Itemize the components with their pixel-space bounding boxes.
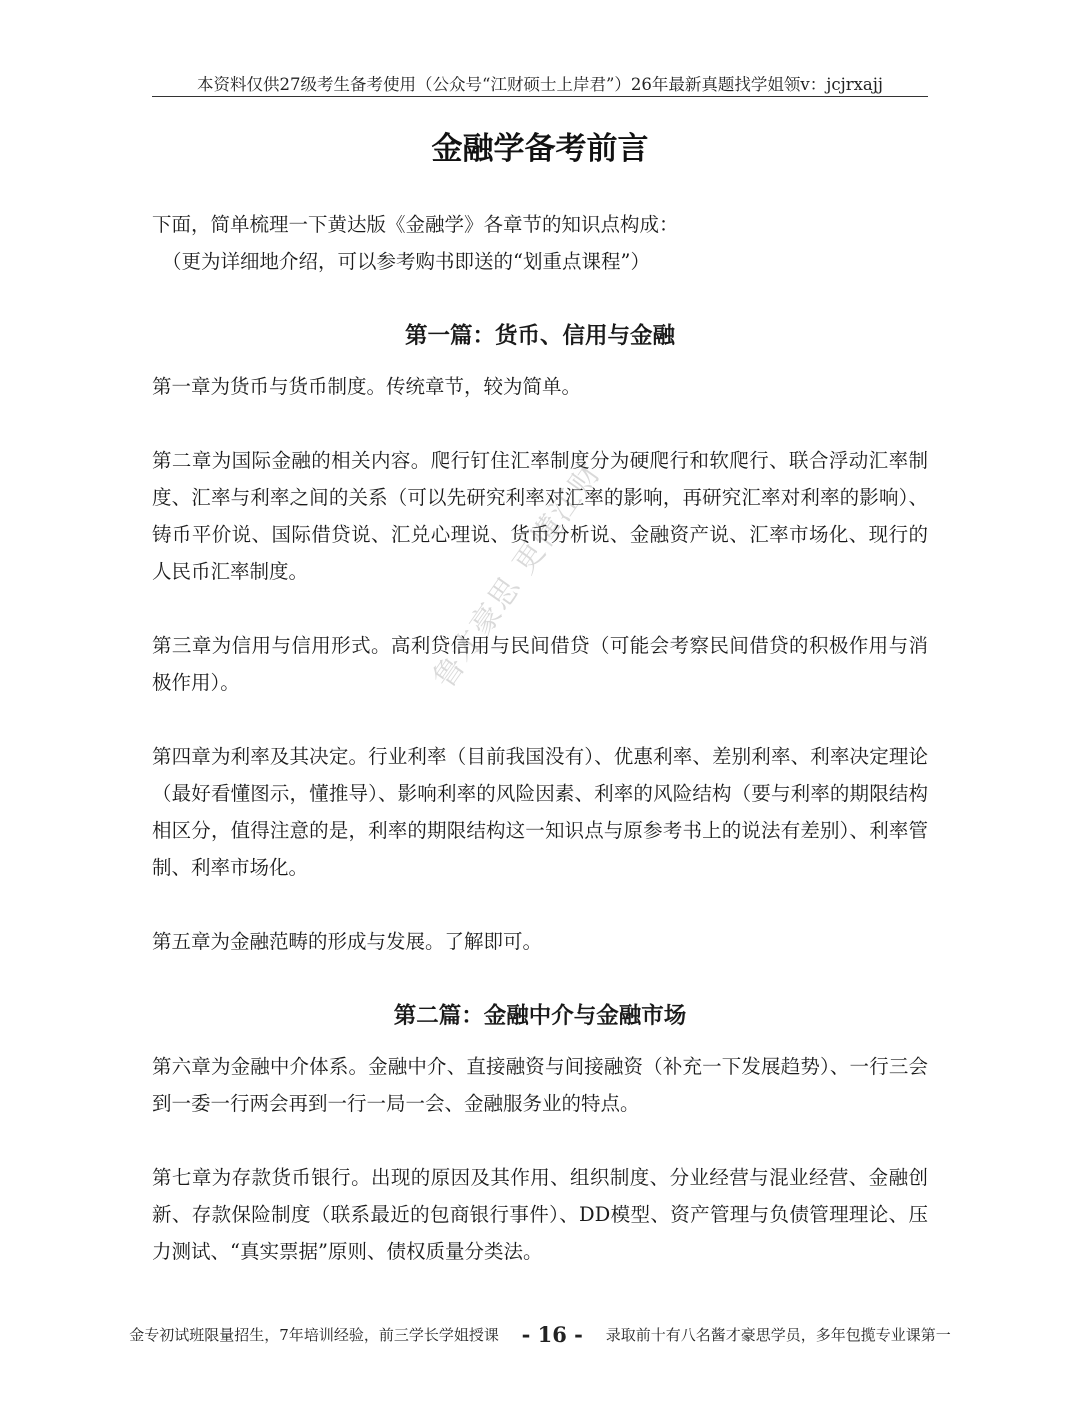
chapter-4-paragraph: 第四章为利率及其决定。行业利率（目前我国没有）、优惠利率、差别利率、利率决定理论（最好看懂图示，懂推导）、影响利率的风险因素、利率的风险结构（要与利率的期限结构相区分，值得注意的是，利率的期限结构这一知识点与原参考书上的说法有差别）、利率管制、利率市场化。 [152,745,928,879]
header-divider [152,96,928,97]
document-body [152,206,928,1270]
chapter-6-paragraph: 第六章为金融中介体系。金融中介、直接融资与间接融资（补充一下发展趋势）、一行三会到一委一行两会再到一行一局一会、金融服务业的特点。 [152,1055,928,1115]
footer-left-text: 金专初试班限量招生，7年培训经验，前三学长学姐授课 [129,1326,499,1344]
chapter-5-paragraph: 第五章为金融范畴的形成与发展。了解即可。 [152,930,543,953]
paragraph-gap [152,405,928,442]
paragraph-gap [152,590,928,627]
chapter-1-paragraph: 第一章为货币与货币制度。传统章节，较为简单。 [152,375,582,398]
chapter-3-paragraph: 第三章为信用与信用形式。高利贷信用与民间借贷（可能会考察民间借贷的积极作用与消极作用）。 [152,634,928,694]
paragraph-gap [152,886,928,923]
footer-right-text: 录取前十有八名酱才豪思学员，多年包揽专业课第一 [605,1326,951,1344]
watermark: 鲁才豪思 更懂江财 [426,455,609,695]
chapter-7-paragraph: 第七章为存款货币银行。出现的原因及其作用、组织制度、分业经营与混业经营、金融创新、存款保险制度（联系最近的包商银行事件）、DD模型、资产管理与负债管理理论、压力测试、“真实票据”原则、债权质量分类法。 [152,1166,928,1263]
paragraph-gap [152,1122,928,1159]
page-footer [0,1322,1080,1347]
paragraph-gap [152,701,928,738]
intro-line-2: （更为详细地介绍，可以参考购书即送的“划重点课程”） [162,250,650,273]
page-header: 本资料仅供27级考生备考使用（公众号“江财硕士上岸君”）26年最新真题找学姐领v：jcjrxajj [197,75,883,94]
page-number: - 16 - [521,1322,583,1347]
part-2-heading: 第二篇：金融中介与金融市场 [393,1003,687,1029]
page-title: 金融学备考前言 [431,131,649,167]
intro-line-1: 下面，简单梳理一下黄达版《金融学》各章节的知识点构成： [152,213,679,236]
chapter-2-paragraph: 第二章为国际金融的相关内容。爬行钉住汇率制度分为硬爬行和软爬行、联合浮动汇率制度、汇率与利率之间的关系（可以先研究利率对汇率的影响，再研究汇率对利率的影响）、铸币平价说、国际借贷说、汇兑心理说、货币分析说、金融资产说、汇率市场化、现行的人民币汇率制度。 [152,449,928,583]
part-1-heading: 第一篇：货币、信用与金融 [404,323,675,349]
